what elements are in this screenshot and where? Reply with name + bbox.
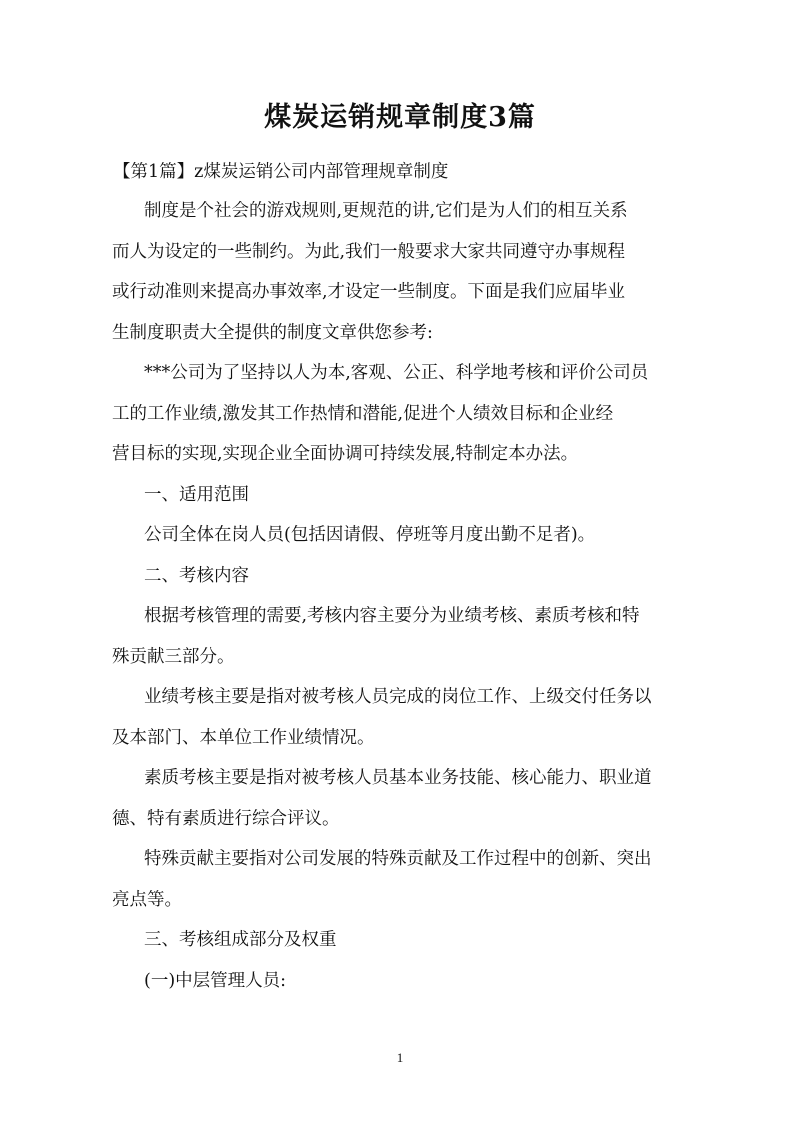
paragraph-line: ***公司为了坚持以人为本,客观、公正、科学地考核和评价公司员 bbox=[144, 363, 649, 383]
page-number: 1 bbox=[396, 1050, 404, 1065]
paragraph-line: 素质考核主要是指对被考核人员基本业务技能、核心能力、职业道 bbox=[144, 768, 652, 788]
section-heading-line: 三、考核组成部分及权重 bbox=[144, 930, 337, 950]
paragraph-line: 而人为设定的一些制约。为此,我们一般要求大家共同遵守办事规程 bbox=[112, 241, 626, 262]
section-heading-line: 二、考核内容 bbox=[144, 565, 249, 586]
body-text bbox=[112, 198, 692, 1008]
page-title: 煤炭运销规章制度3篇 bbox=[264, 102, 536, 133]
paragraph-line: 殊贡献三部分。 bbox=[112, 646, 235, 667]
section-heading-line: 一、适用范围 bbox=[144, 484, 249, 505]
paragraph-line: 或行动准则来提高办事效率,才设定一些制度。下面是我们应届毕业 bbox=[112, 282, 626, 302]
paragraph-line: 制度是个社会的游戏规则,更规范的讲,它们是为人们的相互关系 bbox=[144, 201, 628, 221]
section-heading: 【第1篇】z煤炭运销公司内部管理规章制度 bbox=[113, 162, 449, 182]
paragraph-line: 营目标的实现,实现企业全面协调可持续发展,特制定本办法。 bbox=[112, 444, 579, 464]
paragraph-line: 及本部门、本单位工作业绩情况。 bbox=[112, 727, 375, 748]
paragraph-line: 德、特有素质进行综合评议。 bbox=[112, 808, 340, 829]
paragraph-line: 工的工作业绩,激发其工作热情和潜能,促进个人绩效目标和企业经 bbox=[112, 403, 614, 424]
subsection-heading-line: (一)中层管理人员: bbox=[144, 970, 287, 991]
paragraph-line: 亮点等。 bbox=[112, 889, 182, 910]
paragraph-line: 根据考核管理的需要,考核内容主要分为业绩考核、素质考核和特 bbox=[144, 606, 640, 626]
paragraph-line: 生制度职责大全提供的制度文章供您参考: bbox=[112, 322, 433, 343]
paragraph-line: 业绩考核主要是指对被考核人员完成的岗位工作、上级交付任务以 bbox=[144, 687, 652, 707]
paragraph-line: 特殊贡献主要指对公司发展的特殊贡献及工作过程中的创新、突出 bbox=[144, 849, 652, 869]
paragraph-line: 公司全体在岗人员(包括因请假、停班等月度出勤不足者)。 bbox=[144, 525, 596, 545]
